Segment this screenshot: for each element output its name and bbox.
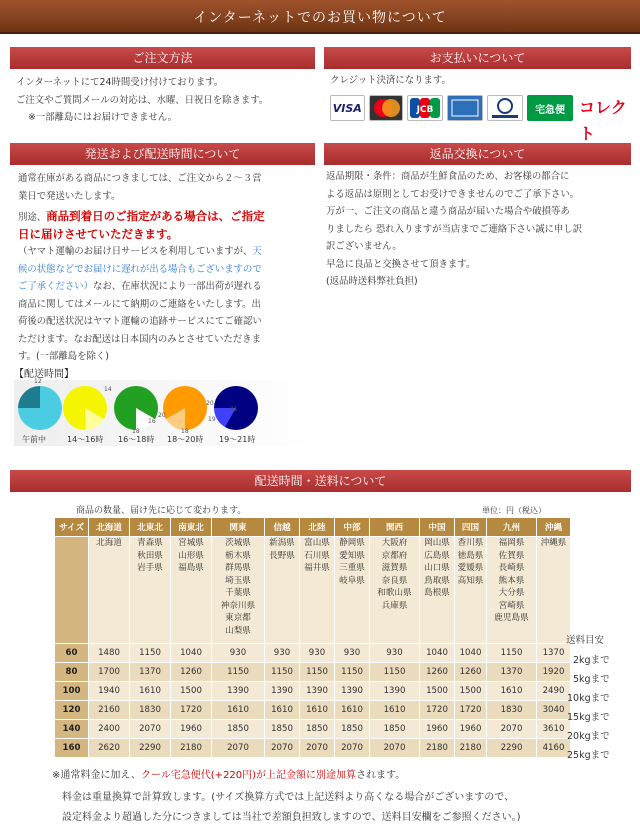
price-cell: 3610 bbox=[537, 720, 571, 739]
size-cell: 140 bbox=[55, 720, 89, 739]
pref-name: 徳島県 bbox=[457, 550, 484, 561]
order-heading: ご注文方法 bbox=[10, 47, 315, 69]
clock-tick: 18 bbox=[181, 428, 189, 435]
shipping-guide-weight: 2kgまで bbox=[573, 655, 610, 666]
header-cell: 信越 bbox=[265, 518, 300, 537]
pref-cell bbox=[89, 537, 130, 644]
pref-name: 静岡県 bbox=[339, 538, 365, 548]
price-cell: 2620 bbox=[89, 739, 130, 758]
price-cell: 1390 bbox=[212, 682, 265, 701]
page-title: インターネットでのお買い物について bbox=[193, 10, 447, 26]
price-cell: 1500 bbox=[171, 682, 212, 701]
pref-name: 青森県 bbox=[137, 538, 163, 548]
returns-line: (返品時送料弊社負担) bbox=[326, 276, 418, 287]
order-body bbox=[16, 74, 316, 127]
pref-name: 栃木県 bbox=[225, 550, 251, 561]
pref-name: 広島県 bbox=[424, 550, 450, 561]
price-cell: 1610 bbox=[487, 682, 537, 701]
pref-name: 福島県 bbox=[178, 563, 204, 573]
fee-intro: 商品の数量、届け先に応じて変わります。 bbox=[76, 506, 247, 516]
fee-heading: 配送時間・送料について bbox=[10, 470, 631, 492]
delivery-time-graphic bbox=[14, 380, 314, 446]
pref-name: 島根県 bbox=[424, 588, 450, 598]
price-cell: 2290 bbox=[130, 739, 171, 758]
pref-cell bbox=[171, 537, 212, 644]
pref-cell bbox=[370, 537, 420, 644]
price-cell: 1040 bbox=[420, 644, 455, 663]
price-cell: 2180 bbox=[455, 739, 487, 758]
shipping-line: す。(一部離島を除く) bbox=[18, 351, 109, 362]
pref-name: 奈良県 bbox=[381, 575, 408, 586]
price-cell: 2070 bbox=[487, 720, 537, 739]
price-cell: 1040 bbox=[171, 644, 212, 663]
order-line: ご注文やご質問メールの対応は、水曜、日祝日を除きます。 bbox=[16, 94, 269, 106]
price-cell: 1370 bbox=[487, 663, 537, 682]
pref-name: 熊本県 bbox=[498, 575, 525, 586]
pref-name: 岡山県 bbox=[424, 538, 450, 548]
pref-name: 山口県 bbox=[424, 563, 450, 573]
price-cell: 930 bbox=[370, 644, 420, 663]
price-cell: 1610 bbox=[370, 701, 420, 720]
pref-name: 茨城県 bbox=[225, 538, 251, 548]
visa-logo: VISA bbox=[330, 95, 365, 121]
size-cell: 120 bbox=[55, 701, 89, 720]
pref-name: 鳥取県 bbox=[424, 575, 450, 586]
returns-line: 訳ございません。 bbox=[326, 241, 402, 252]
price-cell: 1610 bbox=[212, 701, 265, 720]
collect-logo: コレクト bbox=[579, 98, 627, 143]
pref-name: 千葉県 bbox=[225, 588, 251, 598]
clock-tick: 16 bbox=[148, 418, 156, 425]
price-cell: 1960 bbox=[420, 720, 455, 739]
price-cell: 1500 bbox=[455, 682, 487, 701]
price-cell: 3040 bbox=[537, 701, 571, 720]
price-cell: 1260 bbox=[420, 663, 455, 682]
price-row bbox=[55, 682, 571, 701]
pref-name: 福岡県 bbox=[498, 538, 525, 548]
jcb-logo bbox=[407, 95, 443, 121]
price-cell: 2180 bbox=[420, 739, 455, 758]
clock-tick: 12 bbox=[34, 378, 42, 385]
clock-tick: 21 bbox=[230, 406, 238, 413]
pref-cell bbox=[455, 537, 487, 644]
clock-tick: 14 bbox=[104, 386, 112, 393]
price-cell: 1610 bbox=[300, 701, 335, 720]
time-slot-label: 19～21時 bbox=[219, 435, 256, 444]
price-cell: 1040 bbox=[455, 644, 487, 663]
pref-cell bbox=[420, 537, 455, 644]
pref-name: 秋田県 bbox=[137, 550, 163, 561]
price-cell: 1720 bbox=[171, 701, 212, 720]
pref-name: 大阪府 bbox=[381, 538, 408, 548]
clock-14-16-icon bbox=[63, 386, 107, 430]
header-cell: 九州 bbox=[487, 518, 537, 537]
shipping-body bbox=[18, 170, 310, 366]
pref-name: 三重県 bbox=[339, 563, 365, 573]
svg-text:JCB: JCB bbox=[416, 105, 434, 115]
price-cell: 2070 bbox=[212, 739, 265, 758]
mastercard-logo bbox=[369, 95, 404, 121]
jcb-icon bbox=[408, 96, 442, 120]
pref-cell bbox=[335, 537, 370, 644]
price-cell: 2160 bbox=[89, 701, 130, 720]
pref-name: 和歌山県 bbox=[377, 588, 412, 598]
pref-name: 京都府 bbox=[381, 550, 408, 561]
price-cell: 930 bbox=[212, 644, 265, 663]
shipping-notice bbox=[18, 208, 310, 226]
price-cell: 1720 bbox=[455, 701, 487, 720]
cool-note-pre: ※通常料金に加え、 bbox=[52, 770, 141, 781]
cool-note bbox=[52, 767, 405, 785]
pref-name: 新潟県 bbox=[269, 538, 295, 548]
amex-icon bbox=[448, 96, 482, 120]
price-cell: 1960 bbox=[171, 720, 212, 739]
returns-line: りましたら 恐れ入りますが当店までご連絡下さい誠に申し訳 bbox=[326, 223, 583, 235]
price-cell: 1150 bbox=[212, 663, 265, 682]
price-cell: 1610 bbox=[130, 682, 171, 701]
price-rows bbox=[55, 644, 571, 758]
clock-tick: 20 bbox=[206, 400, 214, 407]
pref-name: 愛知県 bbox=[339, 550, 365, 561]
price-cell: 1260 bbox=[455, 663, 487, 682]
price-cell: 1150 bbox=[130, 644, 171, 663]
yamato-note bbox=[18, 243, 310, 261]
price-cell: 930 bbox=[300, 644, 335, 663]
cool-note-post: されます。 bbox=[356, 770, 406, 781]
header-cell: 中部 bbox=[335, 518, 370, 537]
price-cell: 1390 bbox=[335, 682, 370, 701]
price-cell: 2180 bbox=[171, 739, 212, 758]
weight-note: 料金は重量換算で計算致します。(サイズ換算方式では上記送料より高くなる場合がございますので、 bbox=[62, 792, 515, 803]
fee-header-row bbox=[55, 518, 571, 537]
shipping-guide-weight: 15kgまで bbox=[567, 712, 610, 723]
pref-name: 長野県 bbox=[269, 550, 295, 561]
pref-name: 大分県 bbox=[498, 588, 525, 598]
weather-note: 天 bbox=[252, 246, 262, 257]
yamato-note-2 bbox=[18, 278, 310, 296]
price-cell: 1850 bbox=[335, 720, 370, 739]
price-cell: 1150 bbox=[487, 644, 537, 663]
shipping-guide-weight: 5kgまで bbox=[573, 674, 610, 685]
price-cell: 1700 bbox=[89, 663, 130, 682]
header-cell: 関東 bbox=[212, 518, 265, 537]
pref-name: 岩手県 bbox=[137, 563, 163, 573]
header-cell: 四国 bbox=[455, 518, 487, 537]
price-row bbox=[55, 739, 571, 758]
cool-fee-note: クール宅急便代(+220円)が上記金額に別途加算 bbox=[140, 770, 357, 781]
price-row bbox=[55, 644, 571, 663]
diners-logo bbox=[487, 95, 523, 121]
pref-cell bbox=[212, 537, 265, 644]
pref-name: 長崎県 bbox=[498, 563, 525, 573]
header-cell: 北海道 bbox=[89, 518, 130, 537]
pref-name: 山形県 bbox=[178, 550, 204, 561]
pref-cell bbox=[300, 537, 335, 644]
delivery-time-label: 【配送時間】 bbox=[14, 369, 74, 380]
price-row bbox=[55, 663, 571, 682]
yamato-note-text: （ヤマト運輸のお届け日サービスを利用していますが、 bbox=[18, 246, 253, 257]
pref-name: 香川県 bbox=[457, 538, 484, 548]
price-cell: 1370 bbox=[537, 644, 571, 663]
price-cell: 1850 bbox=[212, 720, 265, 739]
price-cell: 1940 bbox=[89, 682, 130, 701]
diners-icon bbox=[488, 96, 522, 120]
page-header-bar bbox=[0, 0, 640, 34]
price-cell: 1150 bbox=[300, 663, 335, 682]
pref-name: 滋賀県 bbox=[381, 563, 408, 573]
pref-name: 福井県 bbox=[304, 563, 330, 573]
returns-body bbox=[326, 168, 631, 291]
fee-unit: 単位：円（税込） bbox=[482, 506, 546, 515]
price-cell: 1830 bbox=[130, 701, 171, 720]
pref-name: 神奈川県 bbox=[220, 600, 256, 611]
returns-heading: 返品交換について bbox=[324, 143, 631, 165]
price-cell: 1850 bbox=[265, 720, 300, 739]
pref-cell bbox=[130, 537, 171, 644]
payment-heading: お支払いについて bbox=[324, 47, 631, 69]
clock-tick: 18 bbox=[132, 428, 140, 435]
size-cell: 80 bbox=[55, 663, 89, 682]
price-cell: 1960 bbox=[455, 720, 487, 739]
header-cell: サイズ bbox=[55, 518, 89, 537]
price-cell: 2490 bbox=[537, 682, 571, 701]
size-cell: 100 bbox=[55, 682, 89, 701]
pref-name: 鹿児島県 bbox=[494, 613, 529, 623]
price-cell: 930 bbox=[265, 644, 300, 663]
price-cell: 1390 bbox=[300, 682, 335, 701]
pref-name: 石川県 bbox=[304, 550, 330, 561]
price-cell: 2070 bbox=[370, 739, 420, 758]
returns-line: よる返品は原則としてお受けできませんのでご了承下さい。 bbox=[326, 188, 580, 200]
price-cell: 1610 bbox=[265, 701, 300, 720]
clock-morning-icon bbox=[18, 386, 62, 430]
price-cell: 1610 bbox=[335, 701, 370, 720]
weather-note-cont: 候の状態などでお届けに遅れが出る場合もございますので bbox=[18, 263, 262, 275]
returns-line: 万が一、ご注文の商品と違う商品が届いた場合や破損等あ bbox=[326, 206, 570, 217]
pref-name: 北海道 bbox=[96, 538, 122, 548]
pref-name: 群馬県 bbox=[225, 563, 251, 573]
price-cell: 2290 bbox=[487, 739, 537, 758]
time-slot-label: 14～16時 bbox=[67, 435, 104, 444]
header-cell: 北東北 bbox=[130, 518, 171, 537]
shipping-line: ただけます。なお配送は日本国内のみとさせていただきま bbox=[18, 333, 262, 345]
shipping-guide-weight: 10kgまで bbox=[567, 693, 610, 704]
pref-name: 宮崎県 bbox=[498, 600, 525, 611]
pref-cell bbox=[537, 537, 571, 644]
price-cell: 1500 bbox=[420, 682, 455, 701]
price-cell: 1370 bbox=[130, 663, 171, 682]
overage-note: 設定料金より超過した分につきましては当社で差額負担致しますので、送料目安欄をご参照ください。) bbox=[62, 812, 521, 823]
pref-name: 埼玉県 bbox=[225, 575, 251, 586]
order-line: ※一部離島にはお届けできません。 bbox=[28, 112, 178, 123]
price-cell: 1850 bbox=[300, 720, 335, 739]
shipping-line: 荷後の配送状況はヤマト運輸の追跡サービスにてご確認い bbox=[18, 316, 262, 327]
price-cell: 2070 bbox=[265, 739, 300, 758]
takkyubin-logo: 宅急便 bbox=[527, 95, 573, 121]
price-cell: 1150 bbox=[370, 663, 420, 682]
price-cell: 1830 bbox=[487, 701, 537, 720]
stock-note: なお、在庫状況により一部出荷が遅れる bbox=[93, 281, 262, 292]
header-cell: 関西 bbox=[370, 518, 420, 537]
pref-name: 富山県 bbox=[304, 538, 330, 548]
size-cell: 160 bbox=[55, 739, 89, 758]
price-cell: 1480 bbox=[89, 644, 130, 663]
pref-name: 山梨県 bbox=[225, 625, 251, 636]
order-line: インターネットにて24時間受け付けております。 bbox=[16, 77, 224, 88]
shipping-guide-weight: 20kgまで bbox=[567, 731, 610, 742]
price-cell: 1150 bbox=[265, 663, 300, 682]
clock-tick: 20 bbox=[158, 412, 166, 419]
amex-logo bbox=[447, 95, 483, 121]
shipping-heading: 発送および配送時間について bbox=[10, 143, 315, 165]
price-cell: 4160 bbox=[537, 739, 571, 758]
pref-name: 高知県 bbox=[457, 575, 484, 586]
weather-note-end: ご了承ください） bbox=[18, 281, 94, 292]
price-cell: 2400 bbox=[89, 720, 130, 739]
pref-cell bbox=[265, 537, 300, 644]
pref-name: 東京都 bbox=[225, 613, 251, 623]
clock-18-20-icon bbox=[163, 386, 207, 430]
price-row bbox=[55, 701, 571, 720]
price-cell: 1390 bbox=[370, 682, 420, 701]
price-cell: 1150 bbox=[335, 663, 370, 682]
pref-name: 愛媛県 bbox=[457, 563, 484, 573]
price-cell: 930 bbox=[335, 644, 370, 663]
price-cell: 1920 bbox=[537, 663, 571, 682]
header-cell: 中国 bbox=[420, 518, 455, 537]
price-cell: 1260 bbox=[171, 663, 212, 682]
pref-cell bbox=[487, 537, 537, 644]
pref-name: 佐賀県 bbox=[498, 550, 525, 561]
pref-name: 宮城県 bbox=[178, 538, 204, 548]
pref-name: 岐阜県 bbox=[339, 575, 365, 586]
shipping-line: 商品に関してはメールにて納期のご連絡をいたします。出 bbox=[18, 298, 261, 310]
shipping-line: 業日で発送いたします。 bbox=[18, 190, 121, 202]
price-cell: 2070 bbox=[300, 739, 335, 758]
mastercard-icon bbox=[370, 96, 403, 120]
shipping-notice-pre: 別途、 bbox=[18, 212, 47, 223]
time-slot-label: 18～20時 bbox=[167, 435, 204, 444]
price-cell: 2070 bbox=[130, 720, 171, 739]
price-cell: 2070 bbox=[335, 739, 370, 758]
returns-line: 返品期限・条件：商品が生鮮食品のため、お客様の都合に bbox=[326, 171, 570, 182]
header-cell: 北陸 bbox=[300, 518, 335, 537]
shipping-line: 通常在庫がある商品につきましては、ご注文から２～３営 bbox=[18, 173, 262, 184]
shipping-fee-table bbox=[54, 517, 571, 758]
empty-cell bbox=[55, 537, 89, 644]
time-slot-label: 16～18時 bbox=[118, 435, 155, 444]
price-cell: 1720 bbox=[420, 701, 455, 720]
returns-line: 早急に良品と交換させて頂きます。 bbox=[326, 258, 476, 270]
price-cell: 1850 bbox=[370, 720, 420, 739]
arrival-date-notice-cont: 日に届けさせていただきます。 bbox=[18, 227, 179, 241]
arrival-date-notice: 商品到着日のご指定がある場合は、ご指定 bbox=[46, 209, 265, 223]
time-slot-label: 午前中 bbox=[22, 435, 46, 444]
header-cell: 沖縄 bbox=[537, 518, 571, 537]
shipping-guide-title: 送料目安 bbox=[566, 635, 605, 646]
size-cell: 60 bbox=[55, 644, 89, 663]
header-cell: 南東北 bbox=[171, 518, 212, 537]
clock-tick: 19 bbox=[208, 416, 216, 423]
prefecture-row bbox=[55, 537, 571, 644]
payment-logos bbox=[330, 95, 640, 147]
price-cell: 1390 bbox=[265, 682, 300, 701]
pref-name: 兵庫県 bbox=[381, 600, 408, 611]
shipping-guide-weight: 25kgまで bbox=[567, 750, 610, 761]
payment-text: クレジット決済になります。 bbox=[330, 75, 451, 86]
pref-name: 沖縄県 bbox=[540, 538, 567, 548]
price-row bbox=[55, 720, 571, 739]
